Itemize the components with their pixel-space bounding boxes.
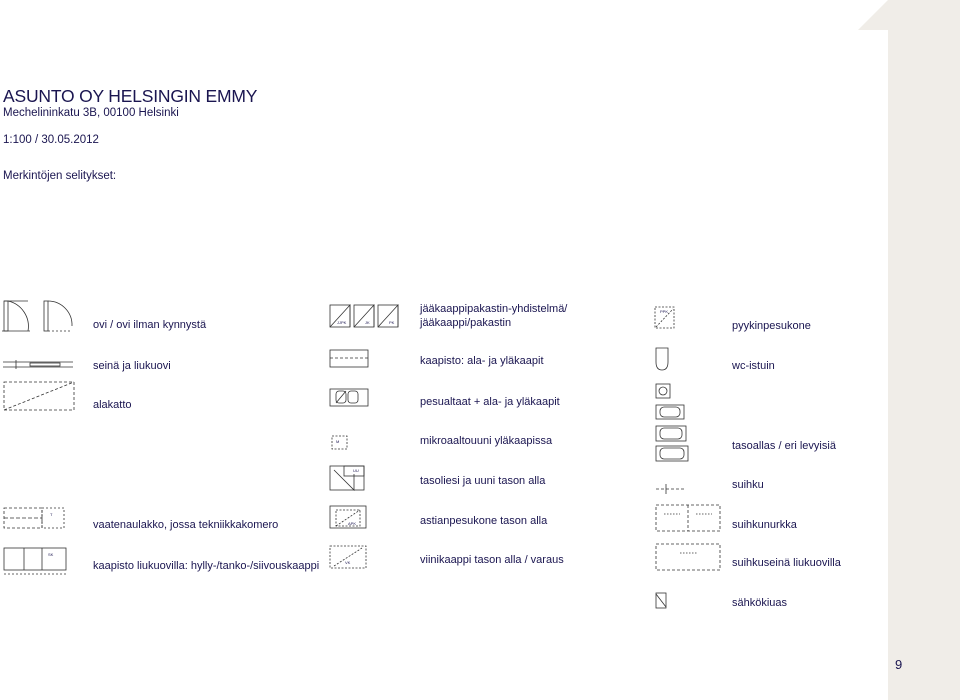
legend-label-fridge-line1: jääkaappipakastin-yhdistelmä/ [420,303,568,315]
code-t: T [50,512,53,517]
legend-label-wine-cabinet: viinikaappi tason alla / varaus [420,554,564,566]
lowered-ceiling-symbol [4,382,74,410]
legend-label-sinks: pesualtaat + ala- ja yläkaapit [420,396,560,408]
legend-label-washbasin: tasoallas / eri levyisiä [732,440,836,452]
code-pk: PK [389,320,395,325]
legend-heading: Merkintöjen selitykset: [3,170,117,182]
legend-label-shower: suihku [732,479,764,491]
legend-label-shower-wall: suihkuseinä liukuovilla [732,557,841,569]
sinks-symbol [330,389,368,406]
shower-wall-sliding-symbol [656,544,720,570]
legend-label-fridge-line2: jääkaappi/pakastin [420,317,512,329]
coat-rack-symbol [4,508,64,528]
legend-label-wall-sliding-door: seinä ja liukuovi [93,360,171,372]
document-title: ASUNTO OY HELSINGIN EMMY [3,86,258,106]
legend-label-toilet: wc-istuin [732,360,775,372]
legend-label-dishwasher: astianpesukone tason alla [420,515,548,527]
document-address: Mechelininkatu 3B, 00100 Helsinki [3,107,179,119]
legend-label-sliding-cabinet: kaapisto liukuovilla: hylly-/tanko-/siivouskaappi [93,560,320,572]
code-apk: APK [348,521,357,526]
legend-label-cabinets: kaapisto: ala- ja yläkaapit [420,355,544,367]
shower-corner-symbol [656,505,720,531]
code-jjpk: JJPK [337,320,347,325]
door-no-threshold-symbol [44,301,72,331]
code-m: M [336,439,340,444]
legend-label-door: ovi / ovi ilman kynnystä [93,319,207,331]
sliding-cabinet-symbol [4,548,66,574]
legend-label-microwave: mikroaaltouuni yläkaapissa [420,435,553,447]
code-jk: JK [365,320,370,325]
washbasin-symbols [656,384,688,461]
scale-and-date: 1:100 / 30.05.2012 [3,134,99,146]
legend-label-washing-machine: pyykinpesukone [732,320,811,332]
sauna-stove-symbol [656,593,666,608]
code-ppk: PPK [660,309,669,314]
door-symbol [2,301,30,331]
stove-symbol [330,466,364,490]
shower-symbol [656,484,684,494]
microwave-symbol [332,436,347,449]
legend-label-stove: tasoliesi ja uuni tason alla [420,475,546,487]
cabinets-symbol [330,350,368,367]
code-vk: VK [345,560,351,565]
legend-label-lowered-ceiling: alakatto [93,399,132,411]
legend-label-shower-corner: suihkunurkka [732,519,797,531]
page-number: 9 [895,657,903,672]
toilet-symbol [656,348,668,370]
wall-sliding-door-symbol [3,360,73,369]
legend-label-coat-rack: vaatenaulakko, jossa tekniikkakomero [93,519,279,531]
legend-label-sauna-stove: sähkökiuas [732,597,788,609]
code-uu: UU [353,468,359,473]
code-sk: SK [48,552,54,557]
